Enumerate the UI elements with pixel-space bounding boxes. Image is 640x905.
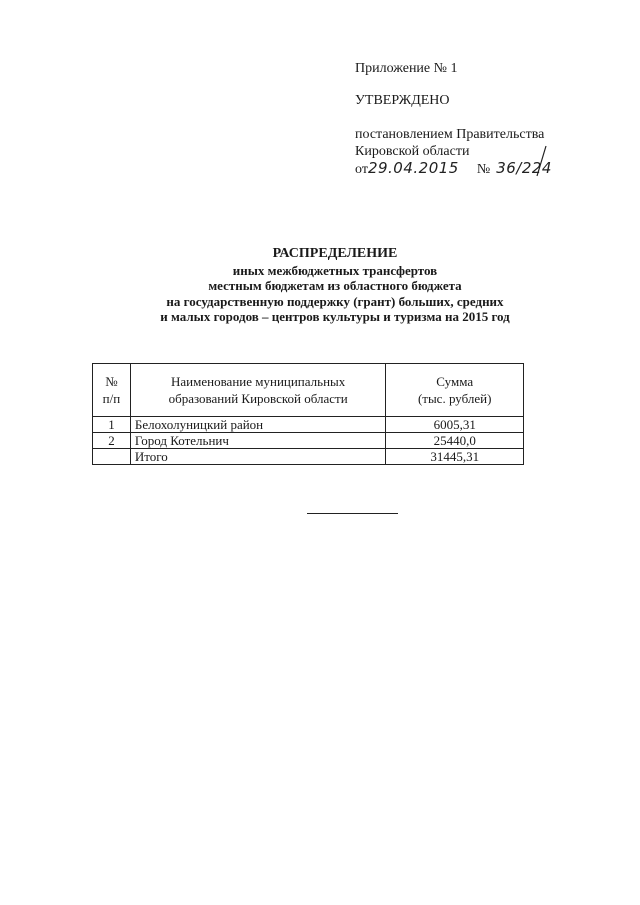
- row-number: 2: [93, 433, 131, 449]
- handwritten-slash-mark: [533, 144, 551, 178]
- header-sum-line-1: Сумма: [436, 374, 474, 389]
- approval-block: [355, 60, 615, 180]
- handwritten-date: 29.04.2015: [367, 159, 459, 177]
- date-prefix: от: [355, 162, 368, 177]
- row-municipality: Город Котельнич: [130, 433, 386, 449]
- closing-divider: [307, 513, 398, 514]
- row-number: 1: [93, 417, 131, 433]
- table-row: [93, 417, 524, 433]
- total-sum: 31445,31: [386, 449, 524, 465]
- document-title: [70, 246, 600, 325]
- title-line-4: и малых городов – центров культуры и туризма на 2015 год: [160, 309, 510, 324]
- resolution-line-2: Кировской области: [355, 144, 470, 159]
- header-number-line-1: №: [105, 374, 118, 389]
- header-sum-line-2: (тыс. рублей): [417, 391, 492, 406]
- handwritten-number: 36/224: [496, 159, 552, 177]
- table-total-row: [93, 449, 524, 465]
- row-sum: 25440,0: [386, 433, 524, 449]
- table-header-row: [93, 364, 524, 417]
- title-main: РАСПРЕДЕЛЕНИЕ: [272, 246, 398, 261]
- header-municipality-line-1: Наименование муниципальных: [171, 374, 346, 389]
- number-sign: №: [476, 162, 491, 177]
- header-sum: [386, 364, 524, 417]
- header-number: [93, 364, 131, 417]
- total-number: [93, 449, 131, 465]
- resolution-line-1: постановлением Правительства: [355, 127, 545, 142]
- header-number-line-2: п/п: [102, 391, 121, 406]
- header-municipality-line-2: образований Кировской области: [168, 391, 348, 406]
- row-sum: 6005,31: [386, 417, 524, 433]
- title-line-3: на государственную поддержку (грант) больших, средних: [166, 293, 504, 309]
- distribution-table: [92, 363, 524, 465]
- row-municipality: Белохолуницкий район: [130, 417, 386, 433]
- date-number-row: [355, 160, 615, 180]
- table-row: [93, 433, 524, 449]
- header-municipality: [130, 364, 386, 417]
- title-line-2: местным бюджетам из областного бюджета: [208, 278, 462, 293]
- approved-stamp-text: УТВЕРЖДЕНО: [355, 93, 450, 108]
- appendix-label: Приложение № 1: [355, 61, 458, 76]
- title-line-1: иных межбюджетных трансфертов: [232, 262, 438, 278]
- total-label: Итого: [130, 449, 386, 465]
